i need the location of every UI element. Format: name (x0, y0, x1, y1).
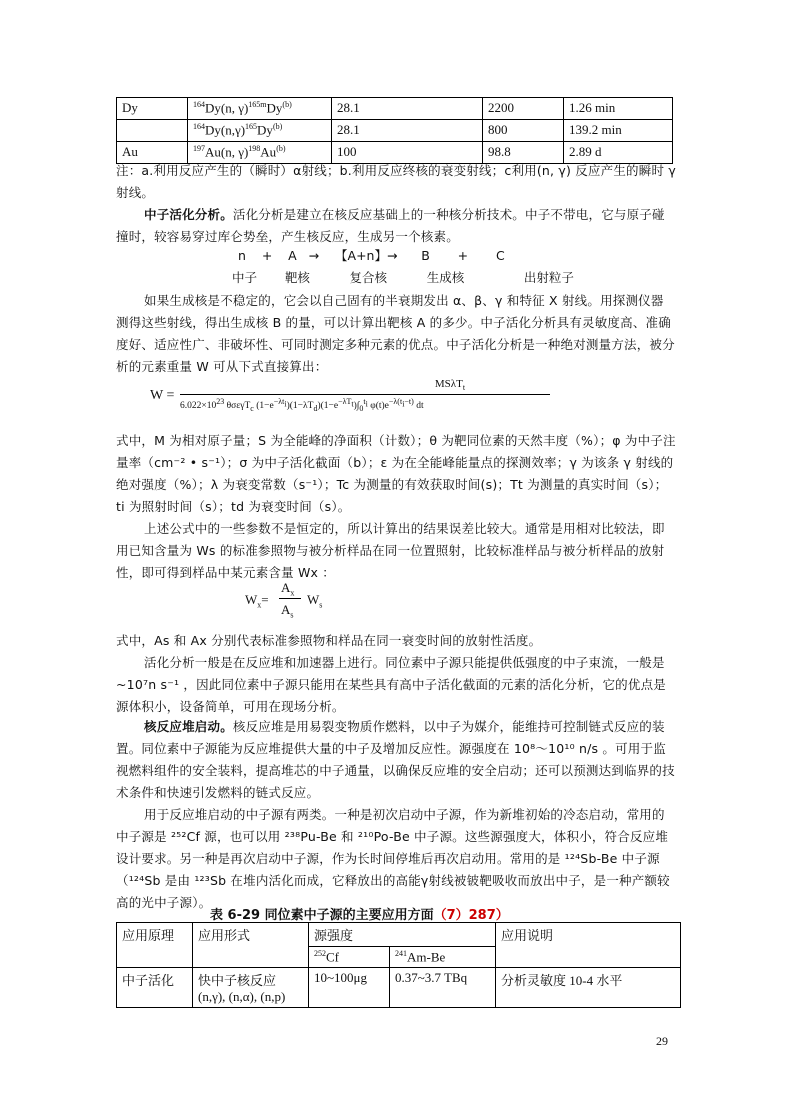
cell-line: (n,γ), (n,α), (n,p) (198, 989, 286, 1005)
formula-lhs: $W_x=$ (245, 592, 269, 610)
table-cell: 2.89 d (564, 142, 673, 164)
paragraph: 活化分析一般是在反应堆和加速器上进行。同位素中子源只能提供低强度的中子束流，一般是~10⁷n s⁻¹ ，因此同位素中子源只能用在某些具有高中子活化截面的元素的活化分析，它的优点是源体积小，设备简单，可用在现场分析。 (116, 655, 666, 714)
table-header-row (117, 923, 681, 947)
paragraph-text: 活化分析是建立在核反应基础上的一种核分析技术。中子不带电，它与原子碰撞时，较容易穿过库仑势垒，产生核反应，生成另一个核素。 (116, 207, 665, 244)
table-cell: 中子活化 (117, 968, 193, 1008)
formula-lhs: W = (150, 388, 175, 403)
paragraph: 用于反应堆启动的中子源有两类。一种是初次启动中子源，作为新堆初始的冷态启动，常用的中子源是 ²⁵²Cf 源，也可以用 ²³⁸Pu-Be 和 ²¹⁰Po-Be 中子源。这些源强度大，体积小，符合反应堆设计要求。另一种是再次启动中子源，作为长时间停堆后再次启动用。常用的是 ¹²⁴Sb-Be 中子源（¹²⁴Sb 是由 ¹²³Sb 在堆内活化而成，它释放出的高能γ射线被铍靶吸收而放出中子，是一种产额较高的光中子源）。 (116, 807, 670, 910)
paragraph (116, 716, 676, 804)
reaction-equation: n + A → 【A+n】→ B + C (238, 248, 505, 263)
table-row (117, 98, 673, 120)
table-row (117, 120, 673, 142)
paragraph: 如果生成核是不稳定的，它会以自己固有的半衰期发出 α、β、γ 和特征 X 射线。用探测仪器测得这些射线，得出生成核 B 的量，可以计算出靶核 A 的多少。中子活化分析具有灵敏度高、准确度好、适应性广、非破坏性、可同时测定多种元素的优点。中子活化分析是一种绝对测量方法，被分析的元素重量 W 可从下式直接算出： (116, 293, 675, 374)
section-heading: 核反应堆启动。 (144, 719, 233, 734)
table-cell: 分析灵敏度 10-4 水平 (496, 968, 681, 1008)
table-cell: 0.37~3.7 TBq (390, 968, 496, 1008)
table-cell: 1.26 min (564, 98, 673, 120)
table-cell: 98.8 (483, 142, 564, 164)
table-cell: $^{197}$Au(n, γ)$^{198}$Au$^{(b)}$ (188, 142, 332, 164)
paragraph: 上述公式中的一些参数不是恒定的，所以计算出的结果误差比较大。通常是用相对比较法，即用已知含量为 Ws 的标准参照物与被分析样品在同一位置照射，比较标准样品与被分析样品的放射性，即可得到样品中某元素含量 Wx ： (116, 521, 665, 580)
table-cell: 2200 (483, 98, 564, 120)
table-row (117, 968, 681, 1008)
table-header: 源强度 (309, 923, 496, 947)
caption-ref: （7）287） (433, 908, 509, 923)
nuclide-table (116, 97, 673, 164)
formula-denominator: $A_s$ (281, 602, 294, 620)
table-cell: 100 (332, 142, 483, 164)
cell-line: 快中子核反应 (198, 973, 277, 989)
formula-denominator: $6.022\times 10^{23}$ θσεγT$_c$ $(1-e^{-\lambda t_i})(1-\lambda T_d)(1-e^{-\lambda T_t})\int_0^{t_i}$ $\varphi(t)e^{-\lambda(t_i-t)}$ dt (180, 397, 424, 414)
formula-numerator: MSλT$_t$ (434, 378, 466, 393)
table-cell (193, 968, 309, 1008)
table-subheader: $^{252}$Cf (309, 947, 390, 968)
paragraph (116, 204, 676, 248)
table-cell: Au (117, 142, 188, 164)
caption-text: 表 6-29 同位素中子源的主要应用方面 (210, 908, 434, 923)
table-cell: $^{164}$Dy(n, γ)$^{165m}$Dy$^{(b)}$ (188, 98, 332, 120)
section-heading: 中子活化分析。 (144, 207, 233, 222)
fraction-line (279, 598, 301, 599)
formula-rhs: $W_s$ (307, 592, 323, 610)
table-note: 注：a.利用反应产生的（瞬时）α射线；b.利用反应终核的衰变射线；c利用(n, γ) 反应产生的瞬时 γ射线。 (116, 163, 676, 200)
table-caption (210, 904, 509, 923)
formula-numerator: $A_x$ (281, 580, 295, 598)
table-cell (117, 120, 188, 142)
table-header: 应用原理 (117, 923, 193, 968)
table-header: 应用说明 (496, 923, 681, 968)
paragraph-text: 核反应堆是用易裂变物质作燃料，以中子为媒介，能维持可控制链式反应的装置。同位素中子源能为反应堆提供大量的中子及增加反应性。源强度在 10⁸～10¹⁰ n/s 。可用于监视燃料组件的安全装料，提高堆芯的中子通量，以确保反应堆的安全启动；还可以预测达到临界的技术条件和快速引发燃料的链式反应。 (116, 719, 675, 800)
table-cell: 10~100μg (309, 968, 390, 1008)
fraction-line (180, 394, 550, 395)
paragraph: 式中，As 和 Ax 分别代表标准参照物和样品在同一衰变时间的放射性活度。 (116, 633, 542, 648)
table-cell: 28.1 (332, 98, 483, 120)
table-subheader: $^{241}$Am-Be (390, 947, 496, 968)
application-table (116, 922, 681, 1008)
table-cell: 800 (483, 120, 564, 142)
table-cell: 28.1 (332, 120, 483, 142)
paragraph: 式中，M 为相对原子量；S 为全能峰的净面积（计数）；θ 为靶同位素的天然丰度（%）；φ 为中子注量率（cm⁻² • s⁻¹）；σ 为中子活化截面（b）；ε 为在全能峰能量点的探测效率；γ 为该条 γ 射线的绝对强度（%）；λ 为衰变常数（s⁻¹）；Tc 为测量的有效获取时间(s)；Tt 为测量的真实时间（s）；ti 为照射时间（s）；td 为衰变时间（s）。 (116, 433, 676, 514)
table-cell: 139.2 min (564, 120, 673, 142)
table-cell: $^{164}Dy(n,\gamma)^{165}Dy^{(b)}$ (188, 120, 332, 142)
table-header: 应用形式 (193, 923, 309, 968)
weight-formula (150, 378, 550, 418)
reaction-labels: 中子 靶核 复合核 生成核 出射粒子 (232, 270, 574, 285)
table-cell: Dy (117, 98, 188, 120)
page-number: 29 (656, 1034, 668, 1048)
relative-formula (245, 580, 365, 620)
